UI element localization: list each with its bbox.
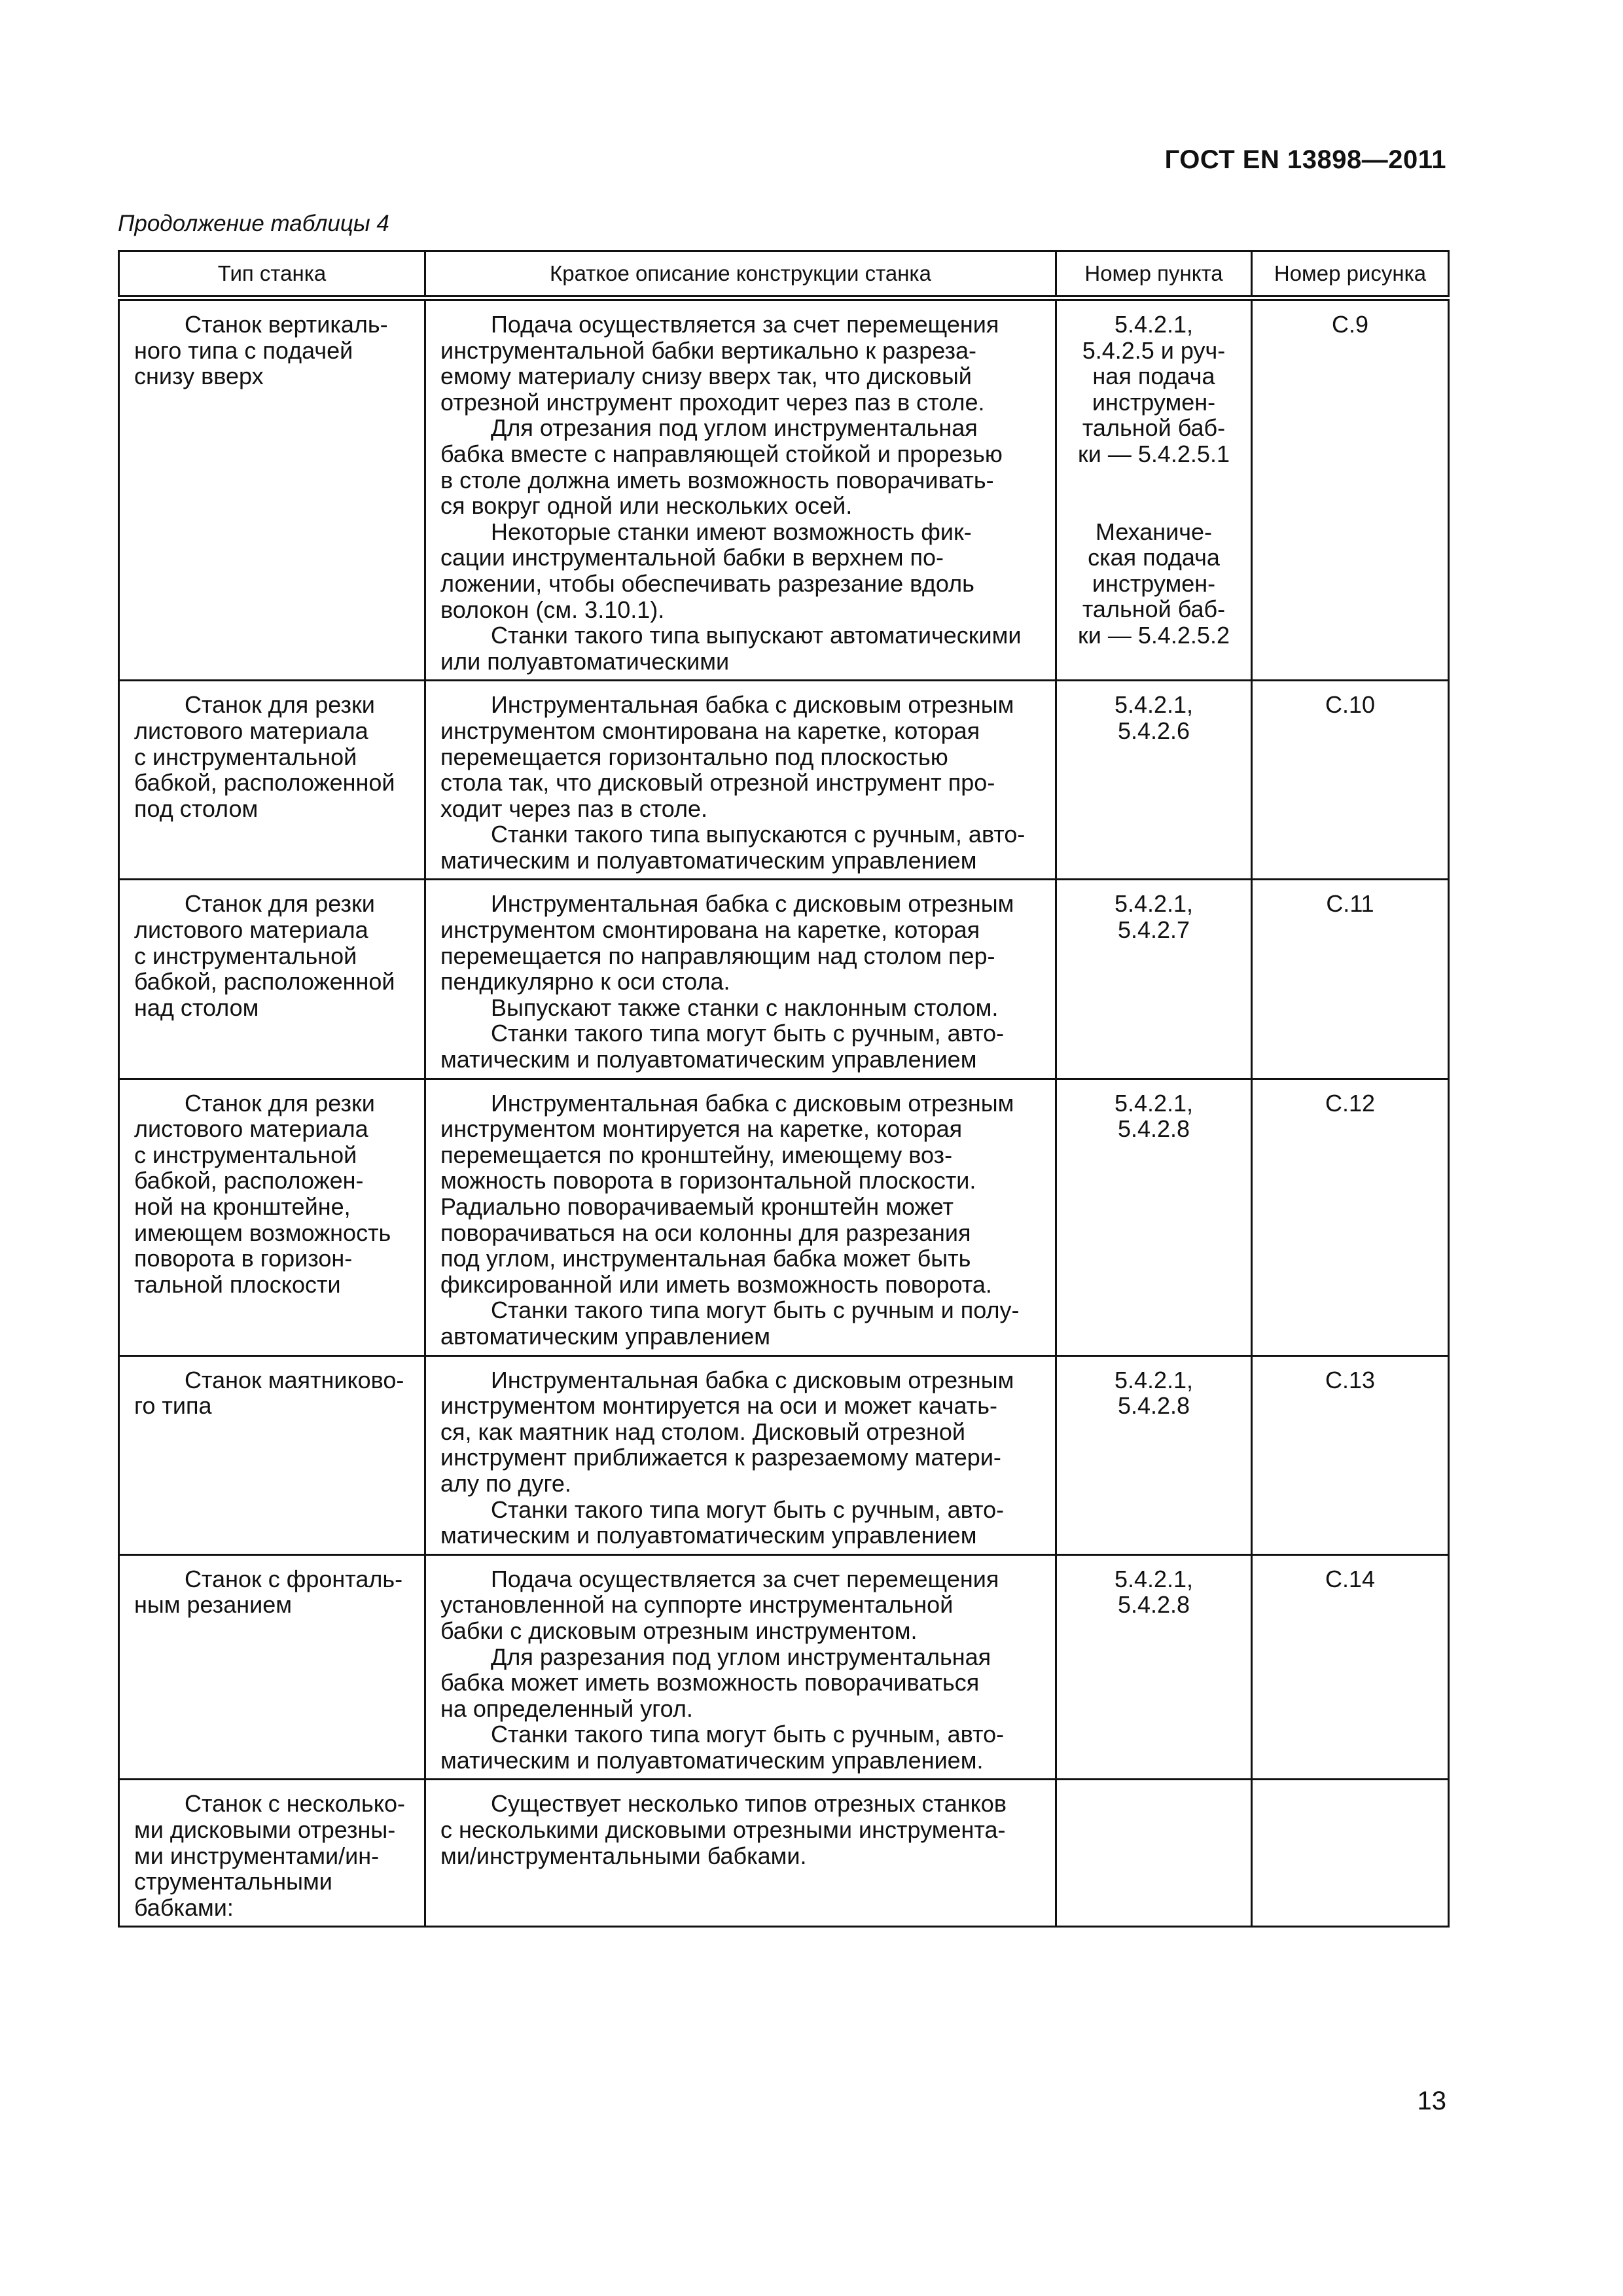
description-line: установленной на суппорте инструментальной [440, 1591, 954, 1619]
machine-type-line: имеющем возможность [134, 1219, 391, 1246]
machine-type-line: ным резанием [134, 1591, 293, 1619]
description-line: инструментальной бабки вертикально к разреза- [440, 336, 976, 364]
description-cell [425, 1554, 1056, 1780]
machine-type-line: Станок с фронталь- [185, 1565, 403, 1592]
table-row [119, 880, 1449, 1079]
description-line: с несколькими дисковыми отрезными инструмента- [440, 1816, 1006, 1844]
clause-number-line: 5.4.2.8 [1117, 1591, 1190, 1619]
description-line: Инструментальная бабка с дисковым отрезным [491, 1089, 1014, 1117]
machine-type-line: бабкой, расположен- [134, 1167, 364, 1194]
machine-type-line: с инструментальной [134, 942, 357, 969]
machine-type-cell [119, 880, 425, 1079]
machine-type-cell [119, 1079, 425, 1355]
machine-type-line: бабками: [134, 1893, 234, 1921]
description-line: Станки такого типа могут быть с ручным и полу- [491, 1297, 1020, 1324]
description-line: Для отрезания под углом инструментальная [491, 414, 978, 442]
description-line: волокон (см. 3.10.1). [440, 596, 665, 623]
table-row [119, 1079, 1449, 1355]
description-line: ходит через паз в столе. [440, 795, 708, 822]
description-line: перемещается по кронштейну, имеющему воз- [440, 1141, 953, 1168]
clause-number-cell [1056, 1780, 1252, 1927]
clause-number-line: ская подача [1088, 544, 1220, 571]
machine-type-line: Станок для резки [185, 890, 375, 918]
clause-number-line: ная подача [1092, 363, 1215, 390]
figure-number-cell: С.10 [1252, 681, 1449, 880]
machine-types-table [118, 250, 1450, 1928]
description-line: в столе должна иметь возможность поворачивать- [440, 466, 994, 493]
machine-type-line: Станок с несколько- [185, 1790, 405, 1818]
document-code: ГОСТ EN 13898—2011 [1164, 145, 1446, 174]
machine-type-line: ми инструментами/ин- [134, 1842, 380, 1869]
description-line: Существует несколько типов отрезных станков [491, 1790, 1007, 1818]
description-line: емому материалу снизу вверх так, что дисковый [440, 363, 972, 390]
description-line: Некоторые станки имеют возможность фик- [491, 518, 972, 545]
machine-type-cell [119, 1355, 425, 1554]
machine-type-line: бабкой, расположенной [134, 769, 395, 797]
figure-number-cell: С.9 [1252, 298, 1449, 681]
description-line: сации инструментальной бабки в верхнем по- [440, 544, 944, 571]
machine-type-line: струментальными [134, 1868, 332, 1895]
description-line: под углом, инструментальная бабка может быть [440, 1245, 971, 1272]
clause-number-line: 5.4.2.1, [1114, 691, 1194, 719]
description-cell [425, 681, 1056, 880]
clause-number-cell [1056, 681, 1252, 880]
column-header-description: Краткое описание конструкции станка [425, 251, 1056, 298]
description-line: можность поворота в горизонтальной плоскости. [440, 1167, 976, 1194]
description-cell [425, 1079, 1056, 1355]
description-line: бабки с дисковым отрезным инструментом. [440, 1617, 918, 1644]
machine-type-line: Станок вертикаль- [185, 311, 388, 338]
machine-type-line: тальной плоскости [134, 1270, 341, 1298]
description-line: поворачиваться на оси колонны для разрезания [440, 1219, 971, 1246]
description-line: матическим и полуавтоматическим управлением. [440, 1746, 984, 1774]
description-line: ся, как маятник над столом. Дисковый отрезной [440, 1418, 965, 1445]
clause-number-line: 5.4.2.8 [1117, 1392, 1190, 1420]
machine-type-line: поворота в горизон- [134, 1245, 353, 1272]
description-line: перемещается по направляющим над столом пер- [440, 942, 995, 969]
machine-type-line: Станок для резки [185, 691, 375, 719]
clause-number-line: 5.4.2.1, [1114, 1366, 1194, 1393]
clause-number-line: тальной баб- [1082, 414, 1226, 442]
machine-type-line: с инструментальной [134, 1141, 357, 1168]
description-line: инструмент приближается к разрезаемому матери- [440, 1444, 1001, 1471]
description-line: Подача осуществляется за счет перемещения [491, 1565, 999, 1592]
description-cell [425, 1355, 1056, 1554]
description-line: Станки такого типа могут быть с ручным, авто- [491, 1721, 1005, 1748]
machine-type-line: листового материала [134, 1115, 368, 1143]
figure-number-cell: С.12 [1252, 1079, 1449, 1355]
description-line: Выпускают также станки с наклонным столом. [491, 994, 999, 1021]
figure-number-cell: С.11 [1252, 880, 1449, 1079]
table-body [119, 298, 1449, 1927]
description-line: Для разрезания под углом инструментальная [491, 1643, 991, 1670]
description-line: бабка может иметь возможность поворачиваться [440, 1669, 980, 1696]
clause-number-line: ки — 5.4.2.5.2 [1078, 621, 1230, 649]
clause-number-line: 5.4.2.1, [1114, 1089, 1194, 1117]
table-row [119, 681, 1449, 880]
machine-type-line: листового материала [134, 916, 368, 944]
description-line: Инструментальная бабка с дисковым отрезным [491, 691, 1014, 719]
description-line: Станки такого типа могут быть с ручным, авто- [491, 1496, 1005, 1523]
description-line: перемещается горизонтально под плоскостью [440, 743, 948, 770]
description-line: матическим и полуавтоматическим управлением [440, 1522, 977, 1549]
description-line: инструментом монтируется на каретке, которая [440, 1115, 963, 1143]
description-line: на определенный угол. [440, 1695, 693, 1722]
description-line: Станки такого типа выпускают автоматическими [491, 622, 1022, 649]
machine-type-line: ного типа с подачей [134, 336, 353, 364]
machine-type-line: го типа [134, 1392, 212, 1420]
machine-type-line: бабкой, расположенной [134, 968, 395, 996]
description-line: Станки такого типа выпускаются с ручным, авто- [491, 821, 1026, 848]
description-line: Инструментальная бабка с дисковым отрезным [491, 890, 1014, 918]
table-caption: Продолжение таблицы 4 [118, 211, 389, 236]
table-header-row [119, 251, 1449, 298]
machine-type-line: снизу вверх [134, 363, 264, 390]
description-line: Инструментальная бабка с дисковым отрезным [491, 1366, 1014, 1393]
machine-type-cell [119, 298, 425, 681]
table-row [119, 298, 1449, 681]
description-line: Радиально поворачиваемый кронштейн может [440, 1193, 954, 1220]
description-cell [425, 880, 1056, 1079]
clause-number-line: 5.4.2.6 [1117, 717, 1190, 744]
page-number: 13 [1417, 2087, 1446, 2115]
machine-type-cell [119, 1554, 425, 1780]
clause-number-line: 5.4.2.5 и руч- [1082, 336, 1226, 364]
description-line: стола так, что дисковый отрезной инструмент про- [440, 769, 995, 797]
clause-number-cell [1056, 1355, 1252, 1554]
machine-type-line: над столом [134, 994, 259, 1021]
description-line: Станки такого типа могут быть с ручным, авто- [491, 1020, 1005, 1047]
clause-number-line: Механиче- [1096, 518, 1212, 545]
clause-number-cell [1056, 298, 1252, 681]
description-line: Подача осуществляется за счет перемещения [491, 311, 999, 338]
column-header-clause-number: Номер пункта [1056, 251, 1252, 298]
clause-number-cell [1056, 1554, 1252, 1780]
machine-type-line: с инструментальной [134, 743, 357, 770]
description-line: или полуавтоматическими [440, 647, 730, 675]
clause-number-line: тальной баб- [1082, 596, 1226, 623]
description-line: отрезной инструмент проходит через паз в столе. [440, 388, 985, 416]
description-line: автоматическим управлением [440, 1322, 771, 1350]
clause-number-line: ки — 5.4.2.5.1 [1078, 440, 1230, 467]
description-line: пендикулярно к оси стола. [440, 968, 730, 996]
description-line: матическим и полуавтоматическим управлением [440, 846, 977, 874]
description-line: инструментом монтируется на оси и может качать- [440, 1392, 997, 1420]
description-cell [425, 298, 1056, 681]
clause-number-cell [1056, 880, 1252, 1079]
machine-type-cell [119, 1780, 425, 1927]
machine-type-line: Станок для резки [185, 1089, 375, 1117]
description-line: алу по дуге. [440, 1469, 571, 1497]
description-line: ми/инструментальными бабками. [440, 1842, 807, 1869]
machine-type-line: ми дисковыми отрезны- [134, 1816, 396, 1844]
table-row [119, 1780, 1449, 1927]
clause-number-line: 5.4.2.1, [1114, 311, 1194, 338]
column-header-machine-type: Тип станка [119, 251, 425, 298]
description-line: фиксированной или иметь возможность поворота. [440, 1270, 992, 1298]
table-row [119, 1355, 1449, 1554]
description-cell [425, 1780, 1056, 1927]
machine-type-line: Станок маятниково- [185, 1366, 404, 1393]
machine-type-line: ной на кронштейне, [134, 1193, 351, 1220]
machine-type-line: под столом [134, 795, 259, 822]
figure-number-cell: С.13 [1252, 1355, 1449, 1554]
clause-number-line: инструмен- [1092, 569, 1216, 597]
description-line: инструментом смонтирована на каретке, которая [440, 717, 980, 744]
description-line: ложении, чтобы обеспечивать разрезание вдоль [440, 569, 974, 597]
description-line: матическим и полуавтоматическим управлением [440, 1046, 977, 1073]
description-line: инструментом смонтирована на каретке, которая [440, 916, 980, 944]
machine-type-line: листового материала [134, 717, 368, 744]
clause-number-line: 5.4.2.8 [1117, 1115, 1190, 1143]
clause-number-line: 5.4.2.1, [1114, 890, 1194, 918]
description-line: бабка вместе с направляющей стойкой и прорезью [440, 440, 1003, 467]
figure-number-cell: С.14 [1252, 1554, 1449, 1780]
machine-type-cell [119, 681, 425, 880]
clause-number-cell [1056, 1079, 1252, 1355]
column-header-figure-number: Номер рисунка [1252, 251, 1449, 298]
clause-number-line: 5.4.2.7 [1117, 916, 1190, 944]
figure-number-cell [1252, 1780, 1449, 1927]
clause-block-spacer [1071, 467, 1236, 519]
description-line: ся вокруг одной или нескольких осей. [440, 492, 853, 520]
clause-number-line: инструмен- [1092, 388, 1216, 416]
table-row [119, 1554, 1449, 1780]
clause-number-line: 5.4.2.1, [1114, 1565, 1194, 1592]
